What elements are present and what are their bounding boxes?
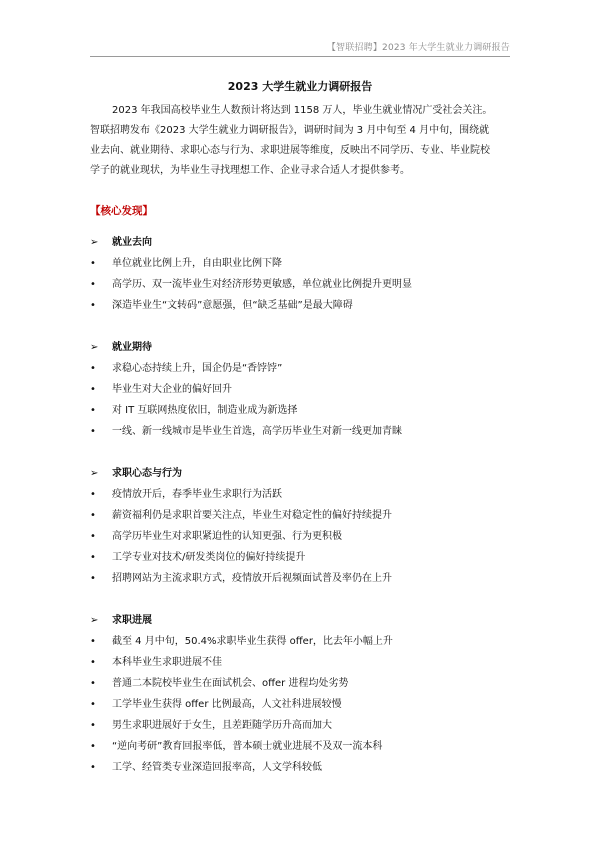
intro-line: 学子的就业现状，为毕业生寻找理想工作、企业寻求合适人才提供参考。 [90, 165, 410, 176]
list-item [90, 694, 530, 715]
list-item [90, 673, 530, 694]
list-item [90, 505, 530, 526]
list-item-text: 普通二本院校毕业生在面试机会、offer 进程均处劣势 [112, 678, 349, 689]
intro-line: 业去向、就业期待、求职心态与行为、求职进展等维度，反映出不同学历、专业、毕业院校 [90, 145, 490, 156]
findings-group [90, 337, 530, 442]
intro-line: 智联招聘发布《2023 大学生就业力调研报告》，调研时间为 3 月中旬至 4 月中旬，围绕就 [90, 125, 490, 136]
list-item-text: 一线、新一线城市是毕业生首选，高学历毕业生对新一线更加青睐 [112, 426, 402, 437]
bullet-icon: • [90, 741, 96, 752]
bullet-icon: • [90, 279, 96, 290]
list-item [90, 295, 530, 316]
list-item [90, 568, 530, 589]
list-item-text: 本科毕业生求职进展不佳 [112, 657, 222, 668]
arrow-icon: ➢ [90, 468, 99, 479]
bullet-icon: • [90, 384, 96, 395]
bullet-icon: • [90, 699, 96, 710]
arrow-icon: ➢ [90, 237, 99, 248]
list-item [90, 421, 530, 442]
list-item-text: 单位就业比例上升，自由职业比例下降 [112, 258, 282, 269]
bullet-icon: • [90, 657, 96, 668]
findings-list [90, 232, 530, 799]
group-title-text: 求职进展 [112, 615, 152, 626]
list-item [90, 400, 530, 421]
list-item [90, 547, 530, 568]
list-item-text: 工学专业对技术/研发类岗位的偏好持续提升 [112, 552, 306, 563]
list-item [90, 484, 530, 505]
group-title [90, 232, 530, 253]
group-title-text: 求职心态与行为 [112, 468, 182, 479]
list-item [90, 253, 530, 274]
list-item [90, 358, 530, 379]
list-item [90, 715, 530, 736]
bullet-icon: • [90, 678, 96, 689]
arrow-icon: ➢ [90, 615, 99, 626]
list-item-text: 疫情放开后，春季毕业生求职行为活跃 [112, 489, 282, 500]
bullet-icon: • [90, 363, 96, 374]
group-title [90, 610, 530, 631]
bullet-icon: • [90, 300, 96, 311]
bullet-icon: • [90, 426, 96, 437]
group-title-text: 就业期待 [112, 342, 152, 353]
list-item-text: 高学历毕业生对求职紧迫性的认知更强、行为更积极 [112, 531, 342, 542]
findings-group [90, 463, 530, 589]
group-title-text: 就业去向 [112, 237, 152, 248]
bullet-icon: • [90, 552, 96, 563]
list-item-text: 截至 4 月中旬，50.4%求职毕业生获得 offer，比去年小幅上升 [112, 636, 393, 647]
core-findings-heading: 【核心发现】 [90, 205, 153, 217]
list-item [90, 736, 530, 757]
list-item [90, 631, 530, 652]
list-item-text: 工学、经管类专业深造回报率高，人文学科较低 [112, 762, 322, 773]
findings-group [90, 610, 530, 778]
bullet-icon: • [90, 573, 96, 584]
group-title [90, 337, 530, 358]
bullet-icon: • [90, 405, 96, 416]
bullet-icon: • [90, 489, 96, 500]
list-item-text: 男生求职进展好于女生，且差距随学历升高而加大 [112, 720, 332, 731]
bullet-icon: • [90, 258, 96, 269]
list-item-text: 高学历、双一流毕业生对经济形势更敏感，单位就业比例提升更明显 [112, 279, 412, 290]
bullet-icon: • [90, 720, 96, 731]
list-item [90, 379, 530, 400]
list-item [90, 274, 530, 295]
list-item-text: 求稳心态持续上升，国企仍是“香饽饽” [112, 363, 283, 374]
intro-paragraph [90, 101, 510, 181]
document-title: 2023 大学生就业力调研报告 [227, 80, 373, 93]
bullet-icon: • [90, 636, 96, 647]
header-rule [90, 56, 510, 57]
list-item [90, 652, 530, 673]
bullet-icon: • [90, 531, 96, 542]
list-item-text: 对 IT 互联网热度依旧，制造业成为新选择 [112, 405, 298, 416]
list-item-text: 毕业生对大企业的偏好回升 [112, 384, 232, 395]
findings-group [90, 232, 530, 316]
list-item-text: 深造毕业生“文转码”意愿强，但“缺乏基础”是最大障碍 [112, 300, 353, 311]
list-item-text: 招聘网站为主流求职方式，疫情放开后视频面试普及率仍在上升 [112, 573, 392, 584]
list-item-text: “逆向考研”教育回报率低，普本硕士就业进展不及双一流本科 [112, 741, 383, 752]
list-item [90, 526, 530, 547]
list-item-text: 薪资福利仍是求职首要关注点，毕业生对稳定性的偏好持续提升 [112, 510, 392, 521]
list-item-text: 工学毕业生获得 offer 比例最高，人文社科进展较慢 [112, 699, 342, 710]
list-item [90, 757, 530, 778]
page-header: 【智联招聘】2023 年大学生就业力调研报告 [326, 43, 510, 53]
bullet-icon: • [90, 510, 96, 521]
group-title [90, 463, 530, 484]
bullet-icon: • [90, 762, 96, 773]
arrow-icon: ➢ [90, 342, 99, 353]
intro-line: 2023 年我国高校毕业生人数预计将达到 1158 万人，毕业生就业情况广受社会关注。 [112, 105, 493, 116]
